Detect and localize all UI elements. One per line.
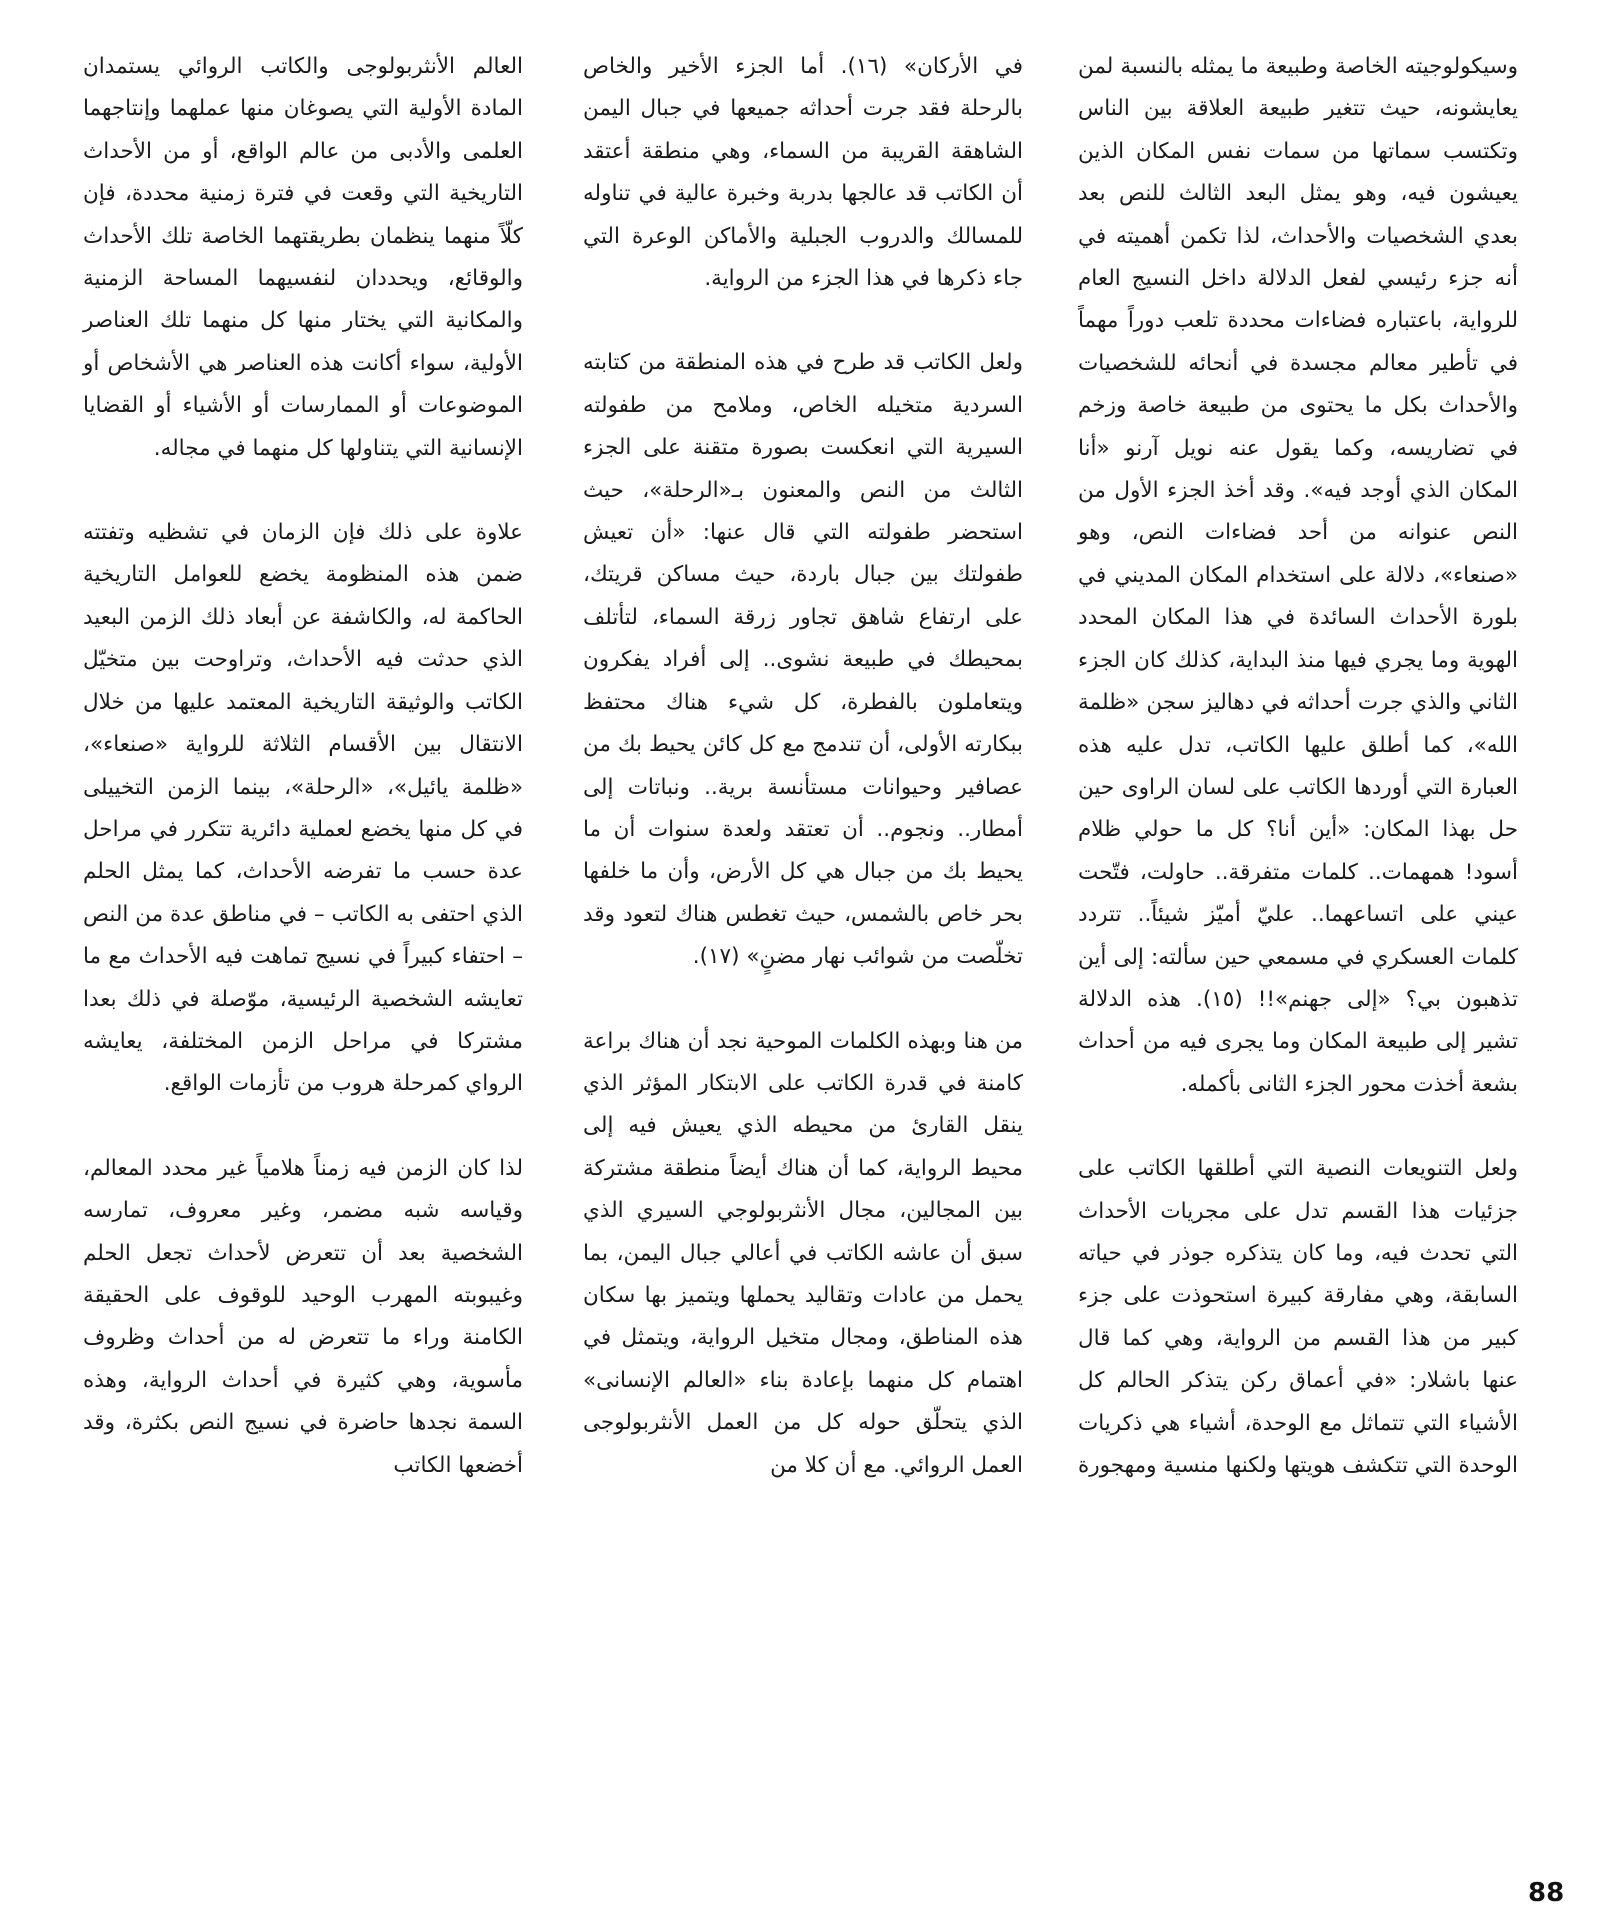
paragraph: من هنا وبهذه الكلمات الموحية نجد أن هناك براعة كامنة في قدرة الكاتب على الابتكار المؤثر الذي ينقل القارئ من محيطه الذي يعيش فيه إلى محيط الرواية، كما أن هناك أيضاً منطقة مشتركة بين المجالين، مجال الأنثربولوجي السيري الذي سبق أن عاشه الكاتب في أعالي جبال اليمن، بما يحمل من عادات وتقاليد يحملها ويتميز بها سكان هذه المناطق، ومجال متخيل الرواية، ويتمثل في اهتمام كل منهما بإعادة بناء «العالم الإنسانى» الذي يتحلّق حوله كل من العمل الأنثربولوجى العمل الروائي. مع أن كلا من (583, 1028, 1023, 1478)
text-column-left (83, 46, 523, 1529)
text-column-middle (583, 46, 1023, 1529)
paragraph: ولعل التنويعات النصية التي أطلقها الكاتب على جزئيات هذا القسم تدل على مجريات الأحداث التي تحدث فيه، وما كان يتذكره جوذر في حياته السابقة، وهي مفارقة كبيرة استحوذت على جزء كبير من هذا القسم من الرواية، وهي كما قال عنها باشلار: «في أعماق ركن يتذكر الحالم كل الأشياء التي تتماثل مع الوحدة، أشياء هي ذكريات الوحدة التي تتكشف هويتها ولكنها منسية ومهجورة (1078, 1156, 1518, 1478)
paragraph: علاوة على ذلك فإن الزمان في تشظيه وتفتته ضمن هذه المنظومة يخضع للعوامل التاريخية الحاكمة له، والكاشفة عن أبعاد ذلك الزمن البعيد الذي حدثت فيه الأحداث، وتراوحت بين متخيّل الكاتب والوثيقة التاريخية المعتمد عليها من خلال الانتقال بين الأقسام الثلاثة للرواية «صنعاء»، «ظلمة يائيل»، «الرحلة»، بينما الزمن التخييلى في كل منها يخضع لعملية دائرية تتكرر في مراحل عدة حسب ما تفرضه الأحداث، كما يمثل الحلم الذي احتفى به الكاتب – في مناطق عدة من النص – احتفاء كبيراً في نسيج تماهت فيه الأحداث مع ما تعايشه الشخصية الرئيسية، موّصلة في ذلك بعدا مشتركا في مراحل الزمن المختلفة، يعايشه الرواي كمرحلة هروب من تأزمات الواقع. (83, 520, 523, 1097)
paragraph: العالم الأنثربولوجى والكاتب الروائي يستمدان المادة الأولية التي يصوغان منها عملهما وإنتاجهما العلمى والأدبى من عالم الواقع، أو من الأحداث التاريخية التي وقعت في فترة زمنية محددة، فإن كلّاً منهما ينظمان بطريقتهما الخاصة تلك الأحداث والوقائع، ويحددان لنفسيهما المساحة الزمنية والمكانية التي يختار منها كل منهما تلك العناصر الأولية، سواء أكانت هذه العناصر هي الأشخاص أو الموضوعات أو الممارسات أو الأشياء أو القضايا الإنسانية التي يتناولها كل منهما في مجاله. (83, 54, 523, 461)
paragraph: في الأركان» (١٦). أما الجزء الأخير والخاص بالرحلة فقد جرت أحداثه جميعها في جبال اليمن الشاهقة القريبة من السماء، وهي منطقة أعتقد أن الكاتب قد عالجها بدربة وخبرة عالية في تناوله للمسالك والدروب الجبلية والأماكن الوعرة التي جاء ذكرها في هذا الجزء من الرواية. (583, 54, 1023, 292)
paragraph: لذا كان الزمن فيه زمناً هلامياً غير محدد المعالم، وقياسه شبه مضمر، وغير معروف، تمارسه الشخصية بعد أن تتعرض لأحداث تجعل الحلم وغيبوبته المهرب الوحيد للوقوف على الحقيقة الكامنة وراء ما تتعرض له من أحداث وظروف مأسوية، وهي كثيرة في أحداث الرواية، وهذه السمة نجدها حاضرة في نسيج النص بكثرة، وقد أخضعها الكاتب (83, 1155, 523, 1478)
text-column-right (1078, 46, 1518, 1529)
paragraph: ولعل الكاتب قد طرح في هذه المنطقة من كتابته السردية متخيله الخاص، وملامح من طفولته السيرية التي انعكست بصورة متقنة على الجزء الثالث من النص والمعنون بـ«الرحلة»، حيث استحضر طفولته التي قال عنها: «أن تعيش طفولتك بين جبال باردة، حيث مساكن قريتك، على ارتفاع شاهق تجاور زرقة السماء، لتأتلف بمحيطك في طبيعة نشوى.. إلى أفراد يفكرون ويتعاملون بالفطرة، كل شيء هناك محتفظ ببكارته الأولى، أن تندمج مع كل كائن يحيط بك من عصافير وحيوانات مستأنسة برية.. ونباتات إلى أمطار.. ونجوم.. أن تعتقد ولعدة سنوات أن ما يحيط بك من جبال هي كل الأرض، وأن ما خلفها بحر خاص بالشمس، حيث تغطس هناك لتعود وقد تخلّصت من شوائب نهار مضنٍ» (١٧). (583, 350, 1023, 970)
page-number: 88 (1528, 1878, 1565, 1908)
paragraph: وسيكولوجيته الخاصة وطبيعة ما يمثله بالنسبة لمن يعايشونه، حيث تتغير طبيعة العلاقة بين الناس وتكتسب سماتها من سمات نفس المكان الذين يعيشون فيه، وهو يمثل البعد الثالث للنص بعد بعدي الشخصيات والأحداث، لذا تكمن أهميته في أنه جزء رئيسي لفعل الدلالة داخل النسيج العام للرواية، باعتباره فضاءات محددة تلعب دوراً مهماً في تأطير معالم مجسدة في أنحائه للشخصيات والأحداث بكل ما يحتوى من طبيعة خاصة وزخم في تضاريسه، وكما يقول عنه نويل آرنو «أنا المكان الذي أوجد فيه». وقد أخذ الجزء الأول من النص عنوانه من أحد فضاءات النص، وهو «صنعاء»، دلالة على استخدام المكان المديني في بلورة الأحداث السائدة في هذا المكان المحدد الهوية وما يجري فيها منذ البداية، كذلك كان الجزء الثاني والذي جرت أحداثه في دهاليز سجن «ظلمة الله»، كما أطلق عليها الكاتب، تدل عليه هذه العبارة التي أوردها الكاتب على لسان الراوى حين حل بهذا المكان: «أين أنا؟ كل ما حولي ظلام أسود! همهمات.. كلمات متفرقة.. حاولت، فتّحت عيني على اتساعهما.. عليّ أميّز شيئاً.. تتردد كلمات العسكري في مسمعي حين سألته: إلى أين تذهبون بي؟ «إلى جهنم»!! (١٥). هذه الدلالة تشير إلى طبيعة المكان وما يجرى فيه من أحداث بشعة أخذت محور الجزء الثانى بأكمله. (1078, 54, 1518, 1097)
